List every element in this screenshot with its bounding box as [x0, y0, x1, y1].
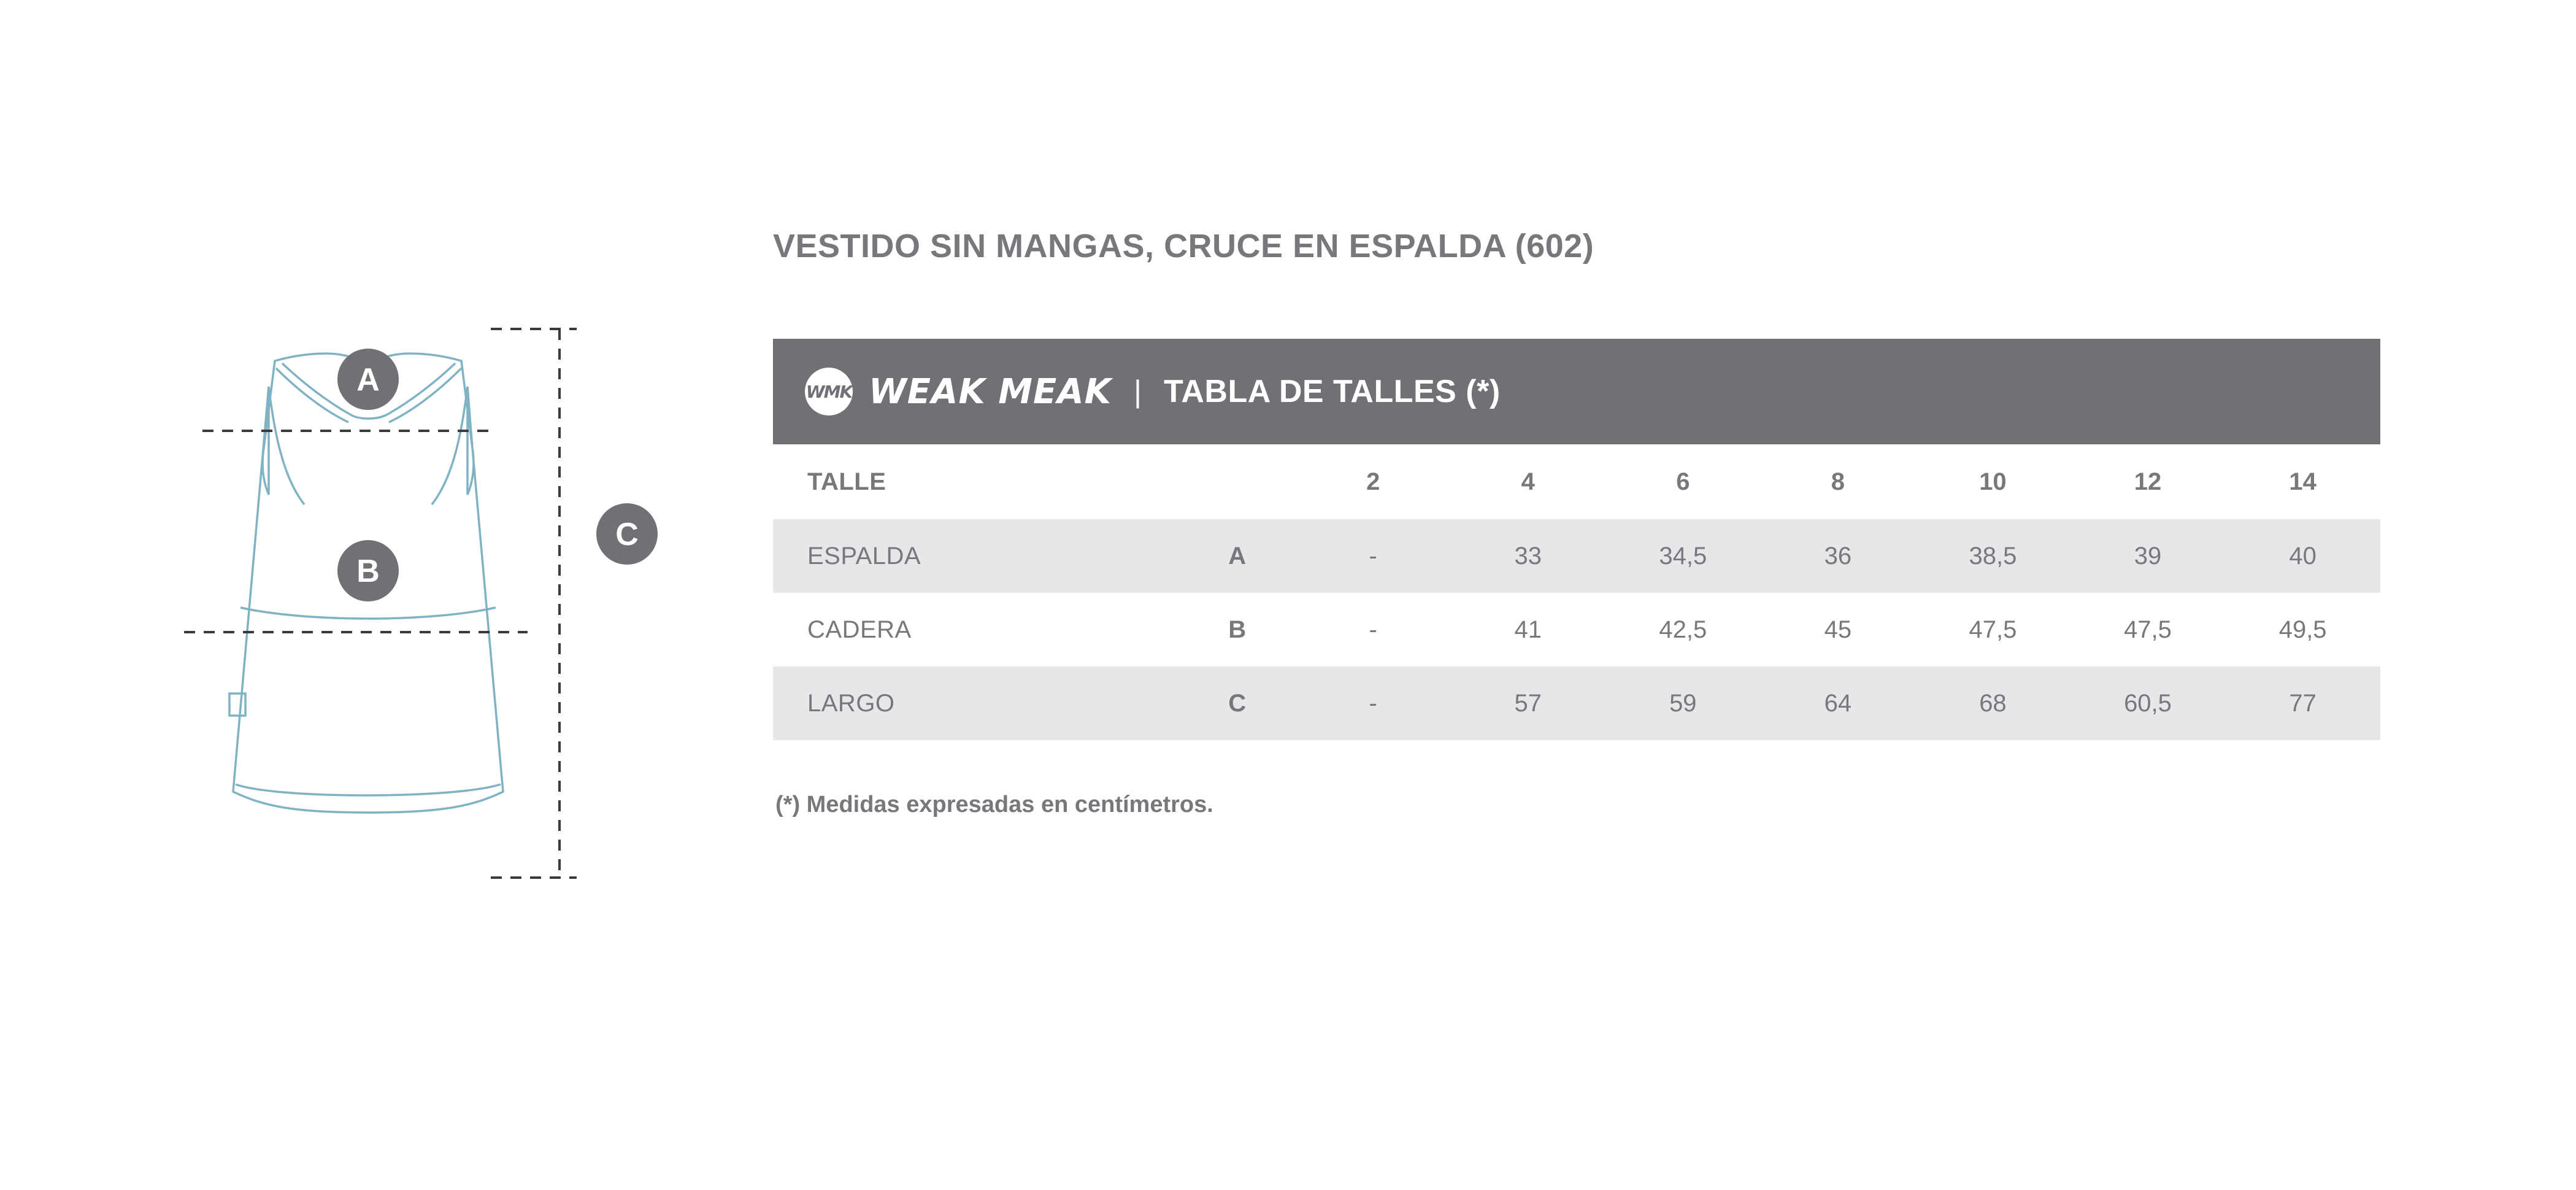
marker-b	[337, 540, 399, 601]
cell-espalda-12: 39	[2070, 519, 2226, 593]
cell-largo-10: 68	[1915, 666, 2070, 740]
brand-logo-text: WMK	[805, 381, 852, 402]
cell-cadera-10: 47,5	[1915, 593, 2070, 666]
brand-separator: |	[1133, 374, 1142, 409]
header-size-12: 12	[2070, 444, 2226, 519]
header-size-2: 2	[1296, 444, 1451, 519]
header-size-6: 6	[1605, 444, 1761, 519]
table-row	[773, 666, 2380, 740]
marker-c-label: C	[615, 517, 639, 552]
cell-espalda-2: -	[1296, 519, 1451, 593]
garment-diagram-svg	[184, 264, 773, 914]
brand-name: WEAK MEAK	[869, 371, 1112, 412]
row-key-largo: C	[1178, 666, 1295, 740]
cell-largo-12: 60,5	[2070, 666, 2226, 740]
table-row	[773, 593, 2380, 666]
table-brand-header	[773, 339, 2380, 444]
cell-espalda-14: 40	[2225, 519, 2380, 593]
header-size-14: 14	[2225, 444, 2380, 519]
cell-espalda-10: 38,5	[1915, 519, 2070, 593]
size-table	[773, 339, 2380, 740]
cell-espalda-6: 34,5	[1605, 519, 1761, 593]
cell-cadera-4: 41	[1450, 593, 1605, 666]
header-talle: TALLE	[773, 444, 1178, 519]
header-size-8: 8	[1761, 444, 1916, 519]
page-title: VESTIDO SIN MANGAS, CRUCE EN ESPALDA (602)	[773, 228, 1594, 265]
cell-cadera-2: -	[1296, 593, 1451, 666]
cell-largo-8: 64	[1761, 666, 1916, 740]
cell-espalda-4: 33	[1450, 519, 1605, 593]
row-key-espalda: A	[1178, 519, 1295, 593]
cell-cadera-6: 42,5	[1605, 593, 1761, 666]
garment-diagram	[184, 264, 773, 914]
cell-cadera-8: 45	[1761, 593, 1916, 666]
cell-cadera-14: 49,5	[2225, 593, 2380, 666]
header-key	[1178, 444, 1295, 519]
cell-largo-4: 57	[1450, 666, 1605, 740]
row-key-cadera: B	[1178, 593, 1295, 666]
row-label-espalda: ESPALDA	[773, 519, 1178, 593]
brand-subtitle: TABLA DE TALLES (*)	[1163, 374, 1501, 409]
cell-espalda-8: 36	[1761, 519, 1916, 593]
row-label-largo: LARGO	[773, 666, 1178, 740]
measurement-note: (*) Medidas expresadas en centímetros.	[775, 792, 1213, 817]
cell-largo-2: -	[1296, 666, 1451, 740]
brand-header-cell	[773, 339, 2380, 444]
header-size-4: 4	[1450, 444, 1605, 519]
row-label-cadera: CADERA	[773, 593, 1178, 666]
header-size-10: 10	[1915, 444, 2070, 519]
guide-line-c	[491, 329, 577, 878]
brand-logo-icon	[805, 368, 853, 415]
cell-largo-14: 77	[2225, 666, 2380, 740]
cell-largo-6: 59	[1605, 666, 1761, 740]
table-header-row	[773, 444, 2380, 519]
marker-a-label: A	[356, 362, 380, 398]
table-row	[773, 519, 2380, 593]
marker-a	[337, 349, 399, 410]
chart-content	[773, 227, 2429, 818]
cell-cadera-12: 47,5	[2070, 593, 2226, 666]
marker-c	[596, 503, 658, 565]
marker-b-label: B	[356, 554, 380, 589]
